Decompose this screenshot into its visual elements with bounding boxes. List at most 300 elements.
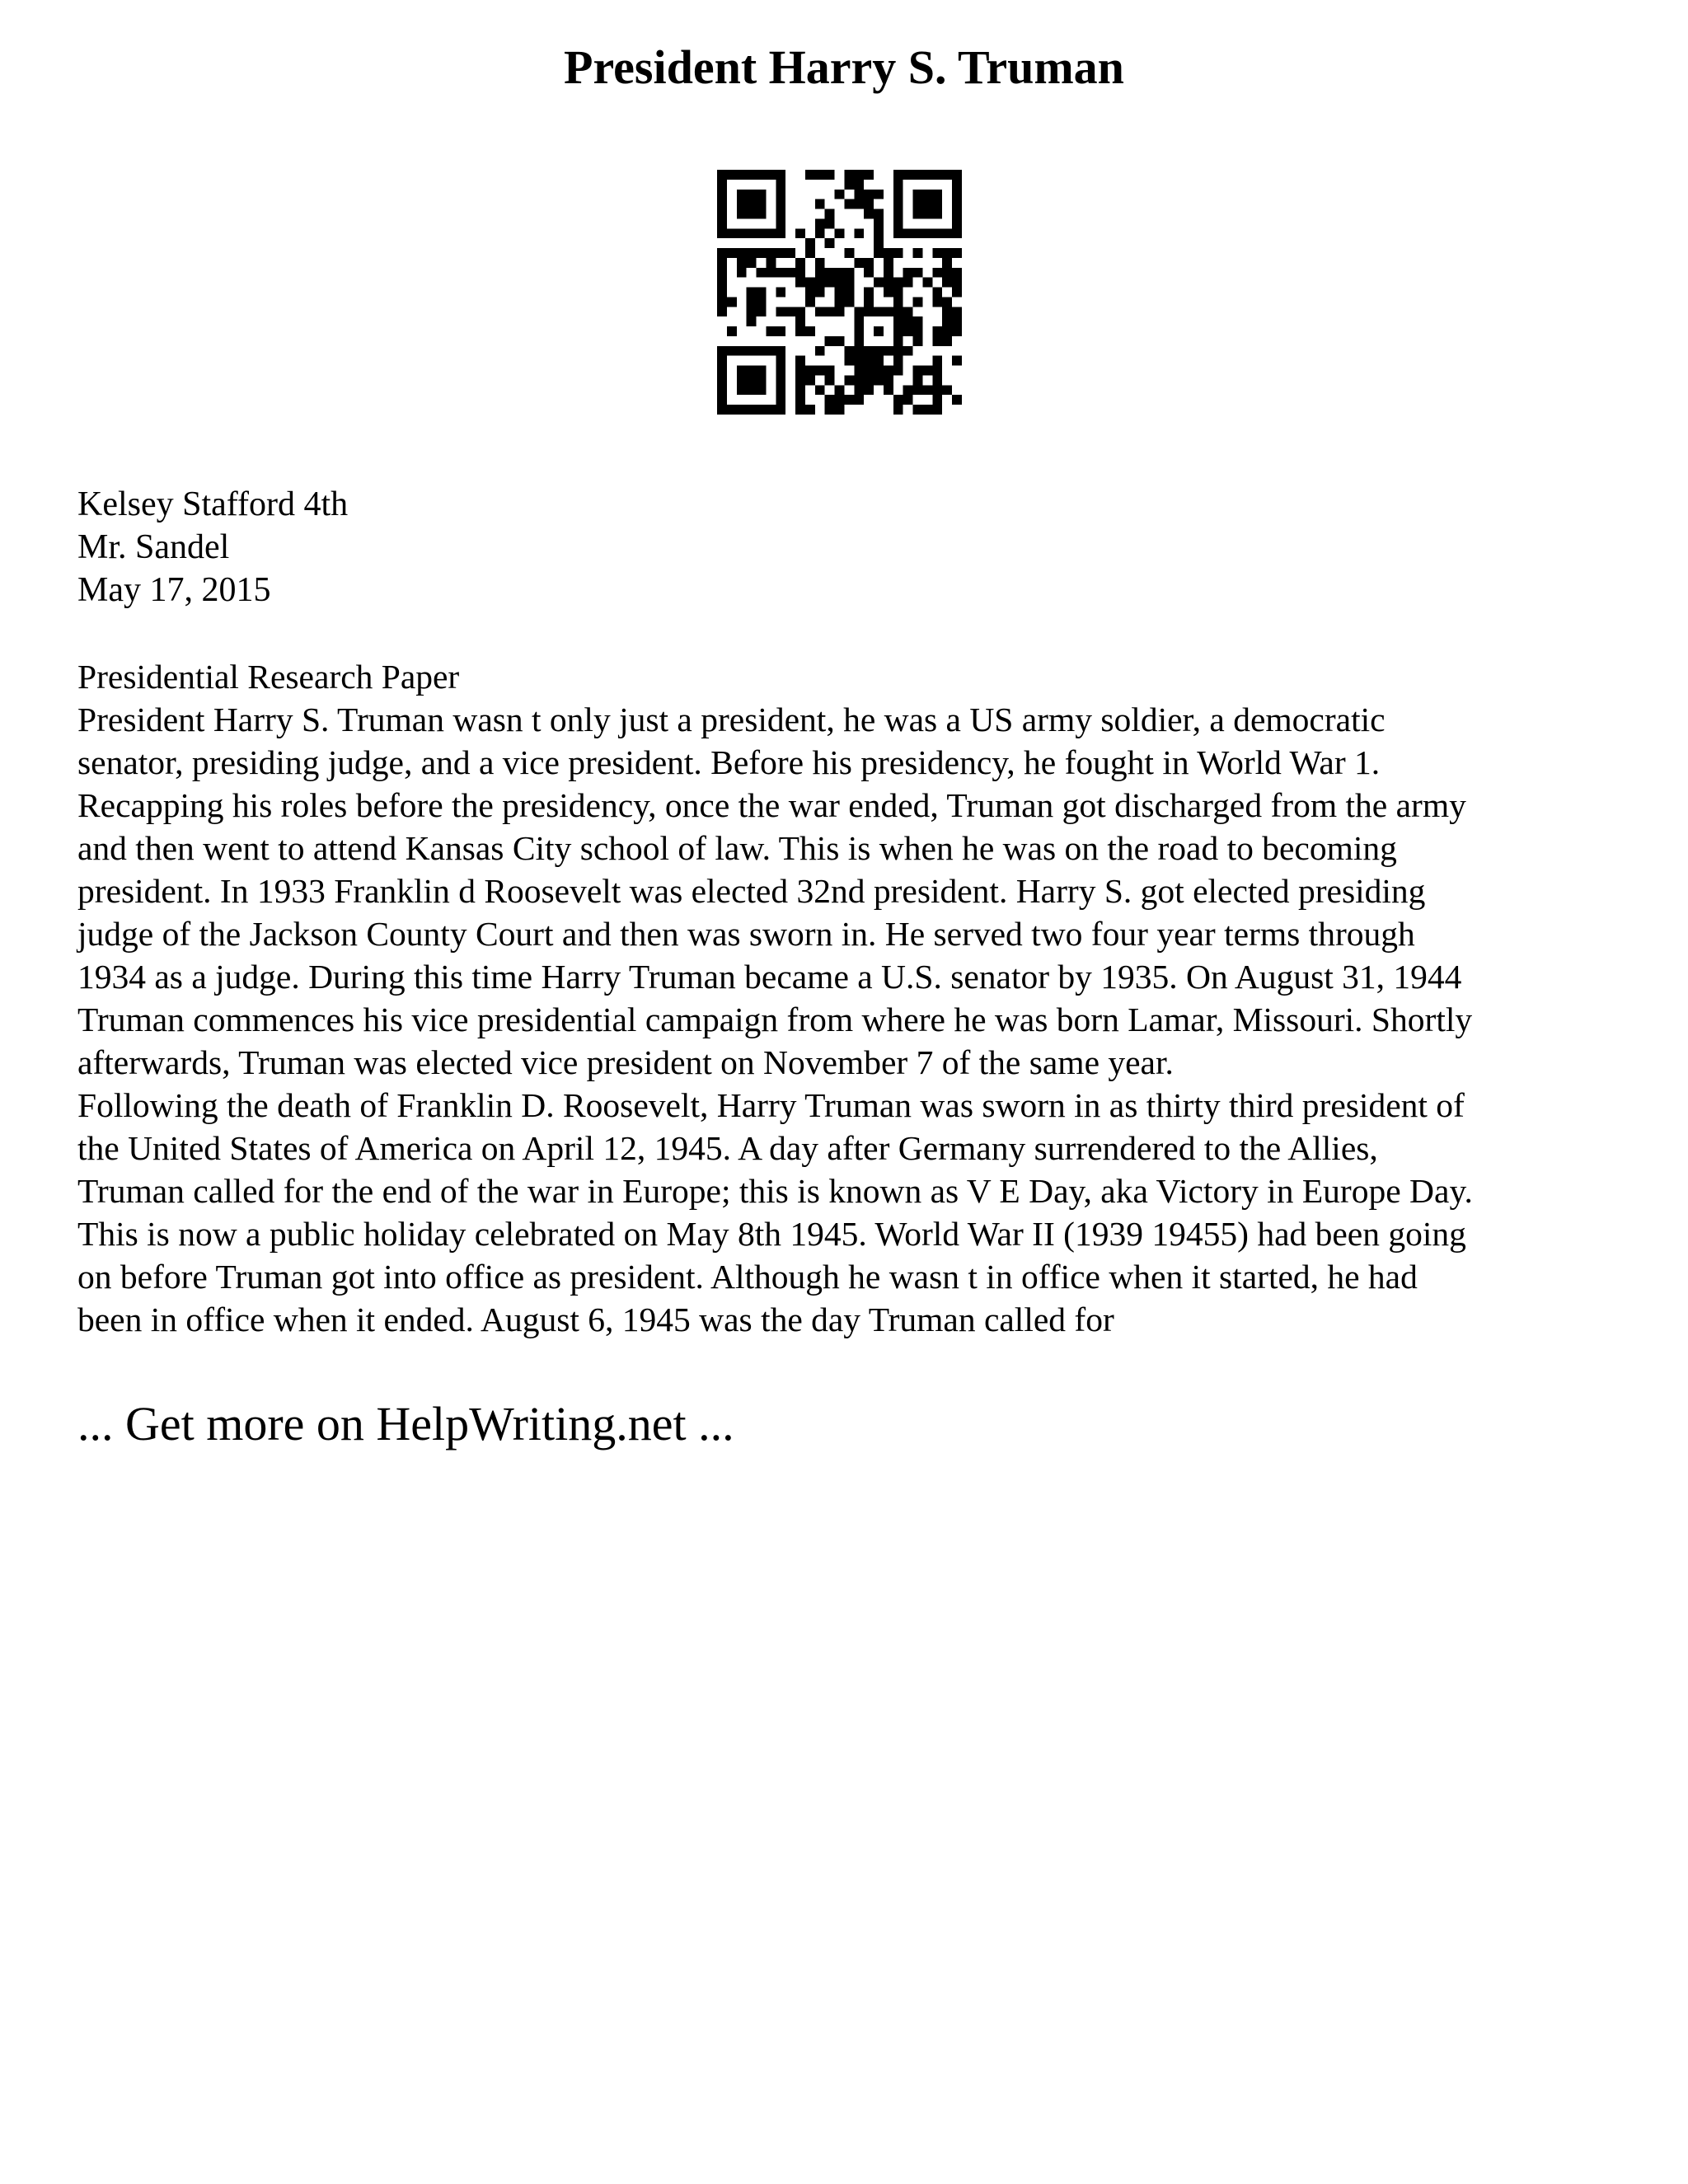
qr-module — [776, 326, 785, 336]
qr-module — [815, 278, 825, 288]
body-line: This is now a public holiday celebrated on May 8th 1945. World War II (1939 19455) had been going — [77, 1215, 1466, 1253]
qr-module — [903, 307, 913, 316]
qr-module — [874, 366, 884, 376]
qr-module — [795, 278, 805, 288]
qr-module — [737, 268, 747, 278]
qr-module — [757, 385, 767, 395]
body-line: Truman commences his vice presidential campaign from where he was born Lamar, Missouri. Shortly — [77, 1001, 1473, 1038]
qr-module — [893, 366, 903, 376]
qr-module — [776, 190, 785, 199]
qr-module — [727, 228, 737, 238]
qr-module — [893, 336, 903, 346]
qr-module — [903, 268, 913, 278]
qr-module — [835, 405, 845, 415]
qr-module — [737, 366, 747, 376]
qr-module — [835, 268, 845, 278]
qr-module — [737, 385, 747, 395]
qr-module — [815, 268, 825, 278]
qr-module — [844, 297, 854, 307]
qr-module — [737, 190, 747, 199]
qr-module — [884, 288, 893, 298]
qr-module — [854, 170, 864, 180]
qr-module — [942, 316, 952, 326]
qr-module — [854, 199, 864, 209]
qr-module — [952, 316, 962, 326]
qr-module — [776, 405, 785, 415]
body-line: Truman called for the end of the war in Europe; this is known as V E Day, aka Victory in Europe Day. — [77, 1172, 1473, 1210]
qr-module — [757, 248, 767, 258]
qr-module — [913, 190, 923, 199]
qr-module — [747, 258, 757, 268]
qr-module — [913, 228, 923, 238]
qr-module — [884, 278, 893, 288]
qr-module — [717, 356, 727, 366]
qr-module — [835, 278, 845, 288]
qr-module — [766, 228, 776, 238]
qr-module — [942, 248, 952, 258]
qr-module — [952, 307, 962, 316]
qr-module — [903, 278, 913, 288]
paper-heading: Presidential Research Paper — [77, 658, 460, 696]
qr-module — [952, 288, 962, 298]
qr-module — [952, 268, 962, 278]
qr-module — [884, 268, 893, 278]
qr-module — [932, 326, 942, 336]
qr-module — [795, 395, 805, 405]
qr-module — [737, 228, 747, 238]
qr-module — [893, 395, 903, 405]
qr-module — [854, 228, 864, 238]
qr-module — [757, 209, 767, 219]
qr-code — [717, 170, 962, 415]
qr-module — [893, 356, 903, 366]
qr-module — [942, 297, 952, 307]
qr-module — [922, 405, 932, 415]
qr-module — [737, 199, 747, 209]
qr-module — [825, 307, 835, 316]
qr-module — [727, 405, 737, 415]
qr-module — [795, 228, 805, 238]
qr-module — [874, 190, 884, 199]
qr-module — [815, 170, 825, 180]
qr-module — [766, 258, 776, 268]
qr-module — [776, 268, 785, 278]
qr-module — [776, 218, 785, 228]
qr-module — [854, 395, 864, 405]
qr-module — [795, 307, 805, 316]
qr-module — [717, 199, 727, 209]
qr-module — [795, 366, 805, 376]
qr-module — [903, 385, 913, 395]
qr-module — [825, 375, 835, 385]
qr-module — [932, 395, 942, 405]
qr-module — [747, 375, 757, 385]
qr-module — [717, 395, 727, 405]
qr-module — [913, 268, 923, 278]
qr-module — [776, 395, 785, 405]
qr-module — [874, 228, 884, 238]
qr-module — [805, 326, 815, 336]
qr-module — [942, 170, 952, 180]
qr-module — [864, 307, 874, 316]
qr-module — [922, 199, 932, 209]
qr-module — [844, 199, 854, 209]
qr-module — [854, 190, 864, 199]
qr-module — [854, 356, 864, 366]
qr-module — [874, 248, 884, 258]
qr-module — [825, 170, 835, 180]
qr-module — [952, 228, 962, 238]
qr-module — [835, 297, 845, 307]
qr-module — [776, 356, 785, 366]
qr-module — [815, 199, 825, 209]
helpwriting-link[interactable]: ... Get more on HelpWriting.net ... — [77, 1397, 734, 1451]
qr-module — [805, 288, 815, 298]
qr-module — [825, 336, 835, 346]
qr-module — [717, 278, 727, 288]
body-line: 1934 as a judge. During this time Harry Truman became a U.S. senator by 1935. On August 31, 1944 — [77, 958, 1462, 996]
body-line: the United States of America on April 12, 1945. A day after Germany surrendered to the Allies, — [77, 1129, 1378, 1167]
qr-module — [835, 228, 845, 238]
qr-module — [717, 297, 727, 307]
qr-module — [844, 278, 854, 288]
qr-module — [864, 375, 874, 385]
qr-module — [893, 307, 903, 316]
qr-module — [844, 346, 854, 356]
qr-module — [844, 248, 854, 258]
body-line: Following the death of Franklin D. Roosevelt, Harry Truman was sworn in as thirty third president of — [77, 1086, 1465, 1124]
qr-module — [795, 258, 805, 268]
qr-module — [913, 199, 923, 209]
qr-module — [795, 385, 805, 395]
qr-module — [776, 385, 785, 395]
qr-module — [717, 248, 727, 258]
qr-module — [874, 375, 884, 385]
body-line: senator, presiding judge, and a vice president. Before his presidency, he fought in World War 1. — [77, 743, 1381, 781]
qr-module — [825, 405, 835, 415]
qr-module — [854, 336, 864, 346]
qr-module — [864, 346, 874, 356]
qr-module — [874, 346, 884, 356]
qr-module — [932, 366, 942, 376]
qr-module — [913, 209, 923, 219]
qr-module — [874, 209, 884, 219]
qr-module — [815, 366, 825, 376]
qr-module — [893, 170, 903, 180]
qr-module — [864, 258, 874, 268]
qr-module — [737, 375, 747, 385]
qr-module — [893, 228, 903, 238]
qr-module — [776, 228, 785, 238]
qr-module — [825, 395, 835, 405]
qr-module — [727, 326, 737, 336]
date-line: May 17, 2015 — [77, 571, 271, 609]
qr-module — [757, 297, 767, 307]
qr-module — [727, 297, 737, 307]
qr-module — [864, 170, 874, 180]
qr-module — [864, 297, 874, 307]
author-header — [77, 483, 1611, 612]
qr-module — [864, 209, 874, 219]
qr-module — [825, 278, 835, 288]
qr-module — [874, 218, 884, 228]
qr-module — [913, 366, 923, 376]
qr-module — [893, 199, 903, 209]
qr-module — [815, 288, 825, 298]
qr-module — [747, 288, 757, 298]
qr-module — [815, 258, 825, 268]
qr-module — [776, 346, 785, 356]
qr-module — [737, 209, 747, 219]
body-line: been in office when it ended. August 6, 1945 was the day Truman called for — [77, 1301, 1114, 1338]
qr-module — [747, 366, 757, 376]
qr-module — [727, 170, 737, 180]
qr-module — [952, 190, 962, 199]
qr-module — [844, 180, 854, 190]
qr-module — [893, 297, 903, 307]
qr-module — [717, 307, 727, 316]
qr-module — [903, 316, 913, 326]
qr-module — [854, 375, 864, 385]
qr-module — [893, 209, 903, 219]
qr-module — [952, 278, 962, 288]
qr-module — [757, 288, 767, 298]
qr-module — [922, 170, 932, 180]
qr-module — [922, 209, 932, 219]
qr-module — [776, 180, 785, 190]
qr-module — [854, 385, 864, 395]
qr-module — [825, 218, 835, 228]
author-name: Kelsey Stafford 4th — [77, 485, 349, 523]
qr-module — [776, 288, 785, 298]
qr-module — [737, 405, 747, 415]
qr-module — [785, 268, 795, 278]
qr-module — [854, 316, 864, 326]
qr-module — [893, 278, 903, 288]
qr-module — [717, 346, 727, 356]
qr-module — [854, 180, 864, 190]
qr-module — [747, 190, 757, 199]
qr-module — [747, 228, 757, 238]
qr-module — [874, 356, 884, 366]
teacher-name: Mr. Sandel — [77, 528, 230, 566]
qr-module — [757, 228, 767, 238]
qr-module — [864, 356, 874, 366]
qr-module — [737, 258, 747, 268]
qr-module — [893, 405, 903, 415]
qr-module — [932, 170, 942, 180]
qr-module — [766, 346, 776, 356]
qr-module — [844, 288, 854, 298]
qr-module — [815, 385, 825, 395]
qr-module — [864, 385, 874, 395]
qr-module — [854, 346, 864, 356]
qr-module — [874, 307, 884, 316]
qr-module — [932, 356, 942, 366]
qr-module — [922, 366, 932, 376]
qr-module — [776, 170, 785, 180]
qr-module — [717, 228, 727, 238]
qr-module — [854, 366, 864, 376]
qr-module — [717, 405, 727, 415]
qr-module — [766, 268, 776, 278]
qr-module — [884, 366, 893, 376]
qr-module — [932, 248, 942, 258]
qr-module — [913, 336, 923, 346]
qr-module — [913, 375, 923, 385]
qr-module — [757, 307, 767, 316]
qr-module — [776, 199, 785, 209]
page-title: President Harry S. Truman — [564, 40, 1124, 94]
qr-module — [874, 278, 884, 288]
qr-module — [766, 405, 776, 415]
qr-module — [747, 170, 757, 180]
qr-module — [952, 180, 962, 190]
qr-module — [757, 366, 767, 376]
body-line: and then went to attend Kansas City school of law. This is when he was on the road to becoming — [77, 829, 1397, 867]
qr-module — [815, 346, 825, 356]
qr-module — [825, 209, 835, 219]
qr-module — [766, 326, 776, 336]
qr-module — [913, 316, 923, 326]
qr-module — [952, 395, 962, 405]
qr-module — [815, 228, 825, 238]
qr-module — [932, 199, 942, 209]
qr-module — [932, 405, 942, 415]
qr-module — [776, 307, 785, 316]
qr-module — [942, 336, 952, 346]
qr-module — [776, 209, 785, 219]
qr-module — [805, 248, 815, 258]
qr-module — [844, 375, 854, 385]
qr-module — [942, 258, 952, 268]
qr-module — [884, 307, 893, 316]
qr-module — [903, 170, 913, 180]
qr-module — [913, 405, 923, 415]
qr-module — [913, 170, 923, 180]
qr-module — [766, 248, 776, 258]
qr-module — [952, 170, 962, 180]
qr-module — [835, 385, 845, 395]
qr-module — [717, 170, 727, 180]
qr-module — [932, 268, 942, 278]
qr-module — [844, 170, 854, 180]
qr-module — [864, 190, 874, 199]
qr-module — [805, 238, 815, 248]
qr-module — [893, 288, 903, 298]
qr-module — [932, 228, 942, 238]
qr-module — [717, 375, 727, 385]
qr-module — [825, 366, 835, 376]
qr-module — [835, 336, 845, 346]
qr-module — [922, 190, 932, 199]
qr-module — [952, 209, 962, 219]
qr-module — [942, 307, 952, 316]
qr-module — [835, 307, 845, 316]
qr-module — [747, 307, 757, 316]
qr-module — [844, 356, 854, 366]
qr-module — [795, 405, 805, 415]
qr-module — [942, 278, 952, 288]
qr-module — [825, 268, 835, 278]
qr-module — [913, 326, 923, 336]
qr-module — [717, 190, 727, 199]
qr-module — [805, 375, 815, 385]
qr-module — [815, 307, 825, 316]
qr-module — [747, 385, 757, 395]
qr-module — [952, 248, 962, 258]
qr-module — [844, 395, 854, 405]
qr-module — [825, 238, 835, 248]
qr-module — [942, 268, 952, 278]
qr-module — [747, 297, 757, 307]
qr-module — [717, 209, 727, 219]
qr-module — [893, 180, 903, 190]
qr-module — [932, 288, 942, 298]
qr-module — [932, 385, 942, 395]
qr-module — [942, 326, 952, 336]
body-line: President Harry S. Truman wasn t only just a president, he was a US army soldier, a democratic — [77, 701, 1386, 738]
qr-module — [864, 288, 874, 298]
qr-module — [737, 248, 747, 258]
qr-code-graphic — [717, 170, 962, 415]
qr-module — [884, 346, 893, 356]
qr-module — [893, 190, 903, 199]
qr-module — [884, 385, 893, 395]
qr-module — [864, 268, 874, 278]
qr-module — [922, 278, 932, 288]
qr-module — [952, 326, 962, 336]
qr-module — [795, 356, 805, 366]
qr-module — [747, 316, 757, 326]
qr-module — [717, 366, 727, 376]
qr-module — [835, 395, 845, 405]
qr-module — [874, 238, 884, 248]
body-line: Recapping his roles before the presidency, once the war ended, Truman got discharged from the army — [77, 786, 1466, 824]
qr-module — [952, 356, 962, 366]
qr-module — [717, 218, 727, 228]
qr-module — [757, 199, 767, 209]
qr-module — [795, 268, 805, 278]
qr-module — [805, 405, 815, 415]
qr-module — [727, 248, 737, 258]
qr-module — [932, 190, 942, 199]
qr-module — [903, 228, 913, 238]
qr-module — [893, 248, 903, 258]
qr-module — [932, 297, 942, 307]
qr-module — [922, 228, 932, 238]
paper-body — [77, 655, 1627, 1341]
qr-module — [805, 170, 815, 180]
qr-module — [893, 316, 903, 326]
qr-module — [776, 375, 785, 385]
body-line: judge of the Jackson County Court and then was sworn in. He served two four year terms through — [77, 915, 1415, 953]
qr-module — [785, 307, 795, 316]
qr-module — [815, 218, 825, 228]
qr-module — [747, 346, 757, 356]
qr-module — [757, 346, 767, 356]
qr-module — [942, 228, 952, 238]
qr-module — [942, 385, 952, 395]
body-line: afterwards, Truman was elected vice president on November 7 of the same year. — [77, 1043, 1174, 1081]
qr-module — [795, 316, 805, 326]
qr-module — [903, 326, 913, 336]
qr-module — [893, 218, 903, 228]
body-line: on before Truman got into office as president. Although he wasn t in office when it started, he had — [77, 1258, 1418, 1296]
qr-module — [903, 395, 913, 405]
qr-module — [835, 190, 845, 199]
qr-module — [717, 258, 727, 268]
